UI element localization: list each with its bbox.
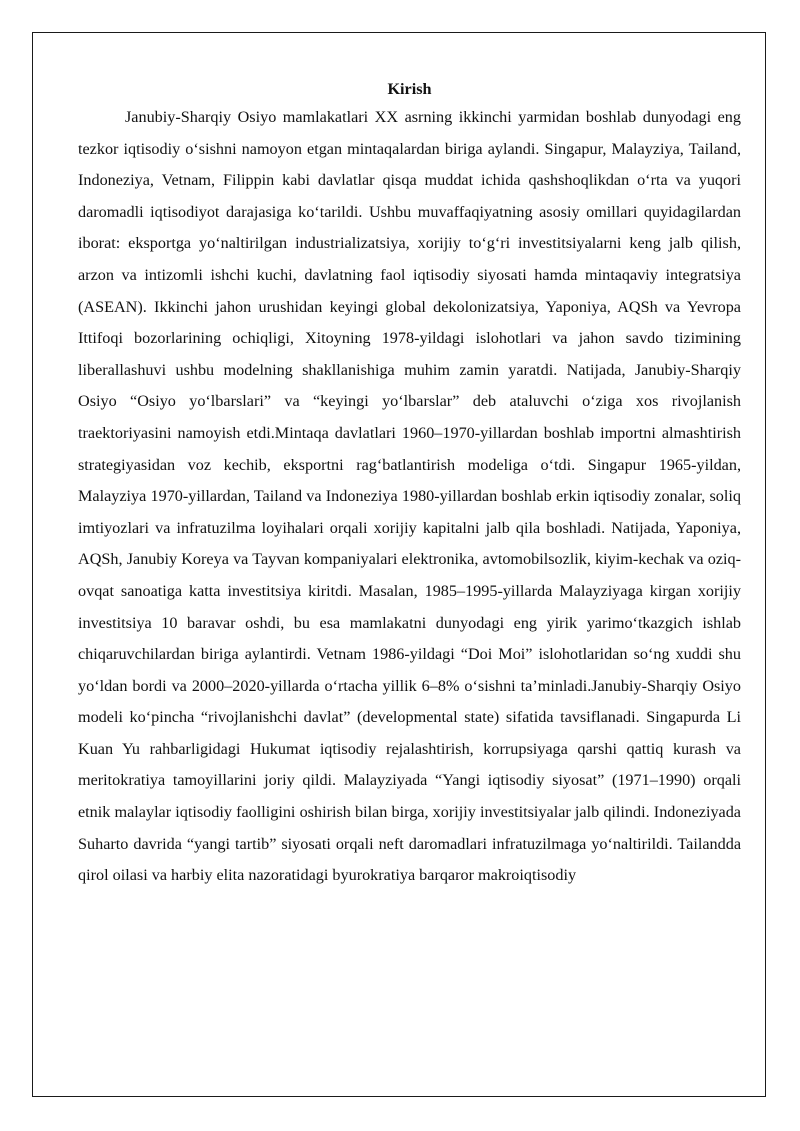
document-title: Kirish bbox=[387, 80, 432, 98]
body-paragraph: Janubiy-Sharqiy Osiyo mamlakatlari XX asrning ikkinchi yarmidan boshlab dunyodagi eng tezkor iqtisodiy o‘sishni namoyon etgan mintaqalardan biriga aylandi. Singapur, Malayziya, Tailand, Indoneziya, Vetnam, Filippin kabi davlatlar qisqa muddat ichida qashshoqlikdan o‘rta va yuqori daromadli iqtisodiyot darajasiga ko‘tarildi. Ushbu muvaffaqiyatning asosiy omillari quyidagilardan iborat: eksportga yo‘naltirilgan industrializatsiya, xorijiy to‘g‘ri investitsiyalarni keng jalb qilish, arzon va intizomli ishchi kuchi, davlatning faol iqtisodiy siyosati hamda mintaqaviy integratsiya (ASEAN). Ikkinchi jahon urushidan keyingi global dekolonizatsiya, Yaponiya, AQSh va Yevropa Ittifoqi bozorlarining ochiqligi, Xitoyning 1978-yildagi islohotlari va jahon savdo tizimining liberallashuvi ushbu modelning shakllanishiga muhim zamin yaratdi. Natijada, Janubiy-Sharqiy Osiyo “Osiyo yo‘lbarslari” va “keyingi yo‘lbarslar” deb ataluvchi o‘ziga xos rivojlanish traektoriyasini namoyish etdi.Mintaqa davlatlari 1960–1970-yillardan boshlab importni almashtirish strategiyasidan voz kechib, eksportni rag‘batlantirish modeliga o‘tdi. Singapur 1965-yildan, Malayziya 1970-yillardan, Tailand va Indoneziya 1980-yillardan boshlab erkin iqtisodiy zonalar, soliq imtiyozlari va infratuzilma loyihalari orqali xorijiy kapitalni jalb qila boshladi. Natijada, Yaponiya, AQSh, Janubiy Koreya va Tayvan kompaniyalari elektronika, avtomobilsozlik, kiyim-kechak va oziq-ovqat sanoatiga katta investitsiya kiritdi. Masalan, 1985–1995-yillarda Malayziyaga kirgan xorijiy investitsiya 10 baravar oshdi, bu esa mamlakatni dunyodagi eng yirik yarimo‘tkazgich ishlab chiqaruvchilardan biriga aylantirdi. Vetnam 1986-yildagi “Doi Moi” islohotlaridan so‘ng xuddi shu yo‘ldan bordi va 2000–2020-yillarda o‘rtacha yillik 6–8% o‘sishni ta’minladi.Janubiy-Sharqiy Osiyo modeli ko‘pincha “rivojlanishchi davlat” (developmental state) sifatida tavsiflanadi. Singapurda Li Kuan Yu rahbarligidagi Hukumat iqtisodiy rejalashtirish, korrupsiyaga qarshi qattiq kurash va meritokratiya tamoyillarini joriy qildi. Malayziyada “Yangi iqtisodiy siyosat” (1971–1990) orqali etnik malaylar iqtisodiy faolligini oshirish bilan birga, xorijiy investitsiyalar jalb qilindi. Indoneziyada Suharto davrida “yangi tartib” siyosati orqali neft daromadlari infratuzilmaga yo‘naltirildi. Tailandda qirol oilasi va harbiy elita nazoratidagi byurokratiya barqaror makroiqtisodiy bbox=[78, 108, 741, 885]
document-content bbox=[78, 76, 741, 892]
